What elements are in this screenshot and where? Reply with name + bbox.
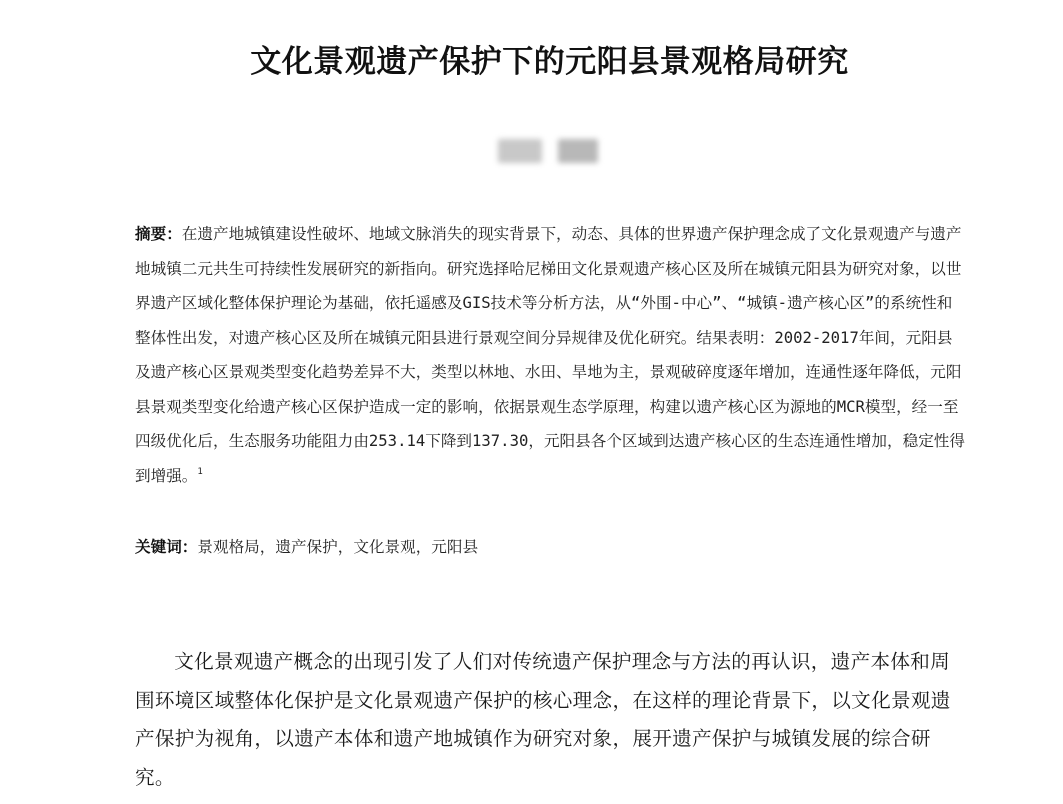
keywords-text: 景观格局，遗产保护，文化景观，元阳县 xyxy=(197,538,479,556)
keywords-label: 关键词： xyxy=(135,538,198,556)
keywords-line xyxy=(135,530,965,564)
abstract-label: 摘要： xyxy=(135,225,182,243)
body-paragraph: 文化景观遗产概念的出现引发了人们对传统遗产保护理念与方法的再认识，遗产本体和周围环境区域整体化保护是文化景观遗产保护的核心理念，在这样的理论背景下，以文化景观遗产保护为视角，以遗产本体和遗产地城镇作为研究对象，展开遗产保护与城镇发展的综合研究。 xyxy=(135,650,951,789)
footnote-mark: 1 xyxy=(197,466,203,477)
redacted-author-name-blur xyxy=(558,139,598,163)
abstract-paragraph xyxy=(135,217,965,493)
redacted-author-name-blur xyxy=(498,139,542,163)
author-redacted xyxy=(498,139,610,163)
abstract-text: 在遗产地城镇建设性破坏、地域文脉消失的现实背景下，动态、具体的世界遗产保护理念成了文化景观遗产与遗产地城镇二元共生可持续性发展研究的新指向。研究选择哈尼梯田文化景观遗产核心区及所在城镇元阳县为研究对象，以世界遗产区域化整体保护理论为基础，依托遥感及GIS技术等分析方法，从“外围-中心”、“城镇-遗产核心区”的系统性和整体性出发，对遗产核心区及所在城镇元阳县进行景观空间分异规律及优化研究。结果表明：2002-2017年间，元阳县及遗产核心区景观类型变化趋势差异不大，类型以林地、水田、旱地为主，景观破碎度逐年增加，连通性逐年降低，元阳县景观类型变化给遗产核心区保护造成一定的影响，依据景观生态学原理，构建以遗产核心区为源地的MCR模型，经一至四级优化后，生态服务功能阻力由253.14下降到137.30，元阳县各个区域到达遗产核心区的生态连通性增加，稳定性得到增强。 xyxy=(135,225,965,485)
document-title: 文化景观遗产保护下的元阳县景观格局研究 xyxy=(250,44,849,80)
